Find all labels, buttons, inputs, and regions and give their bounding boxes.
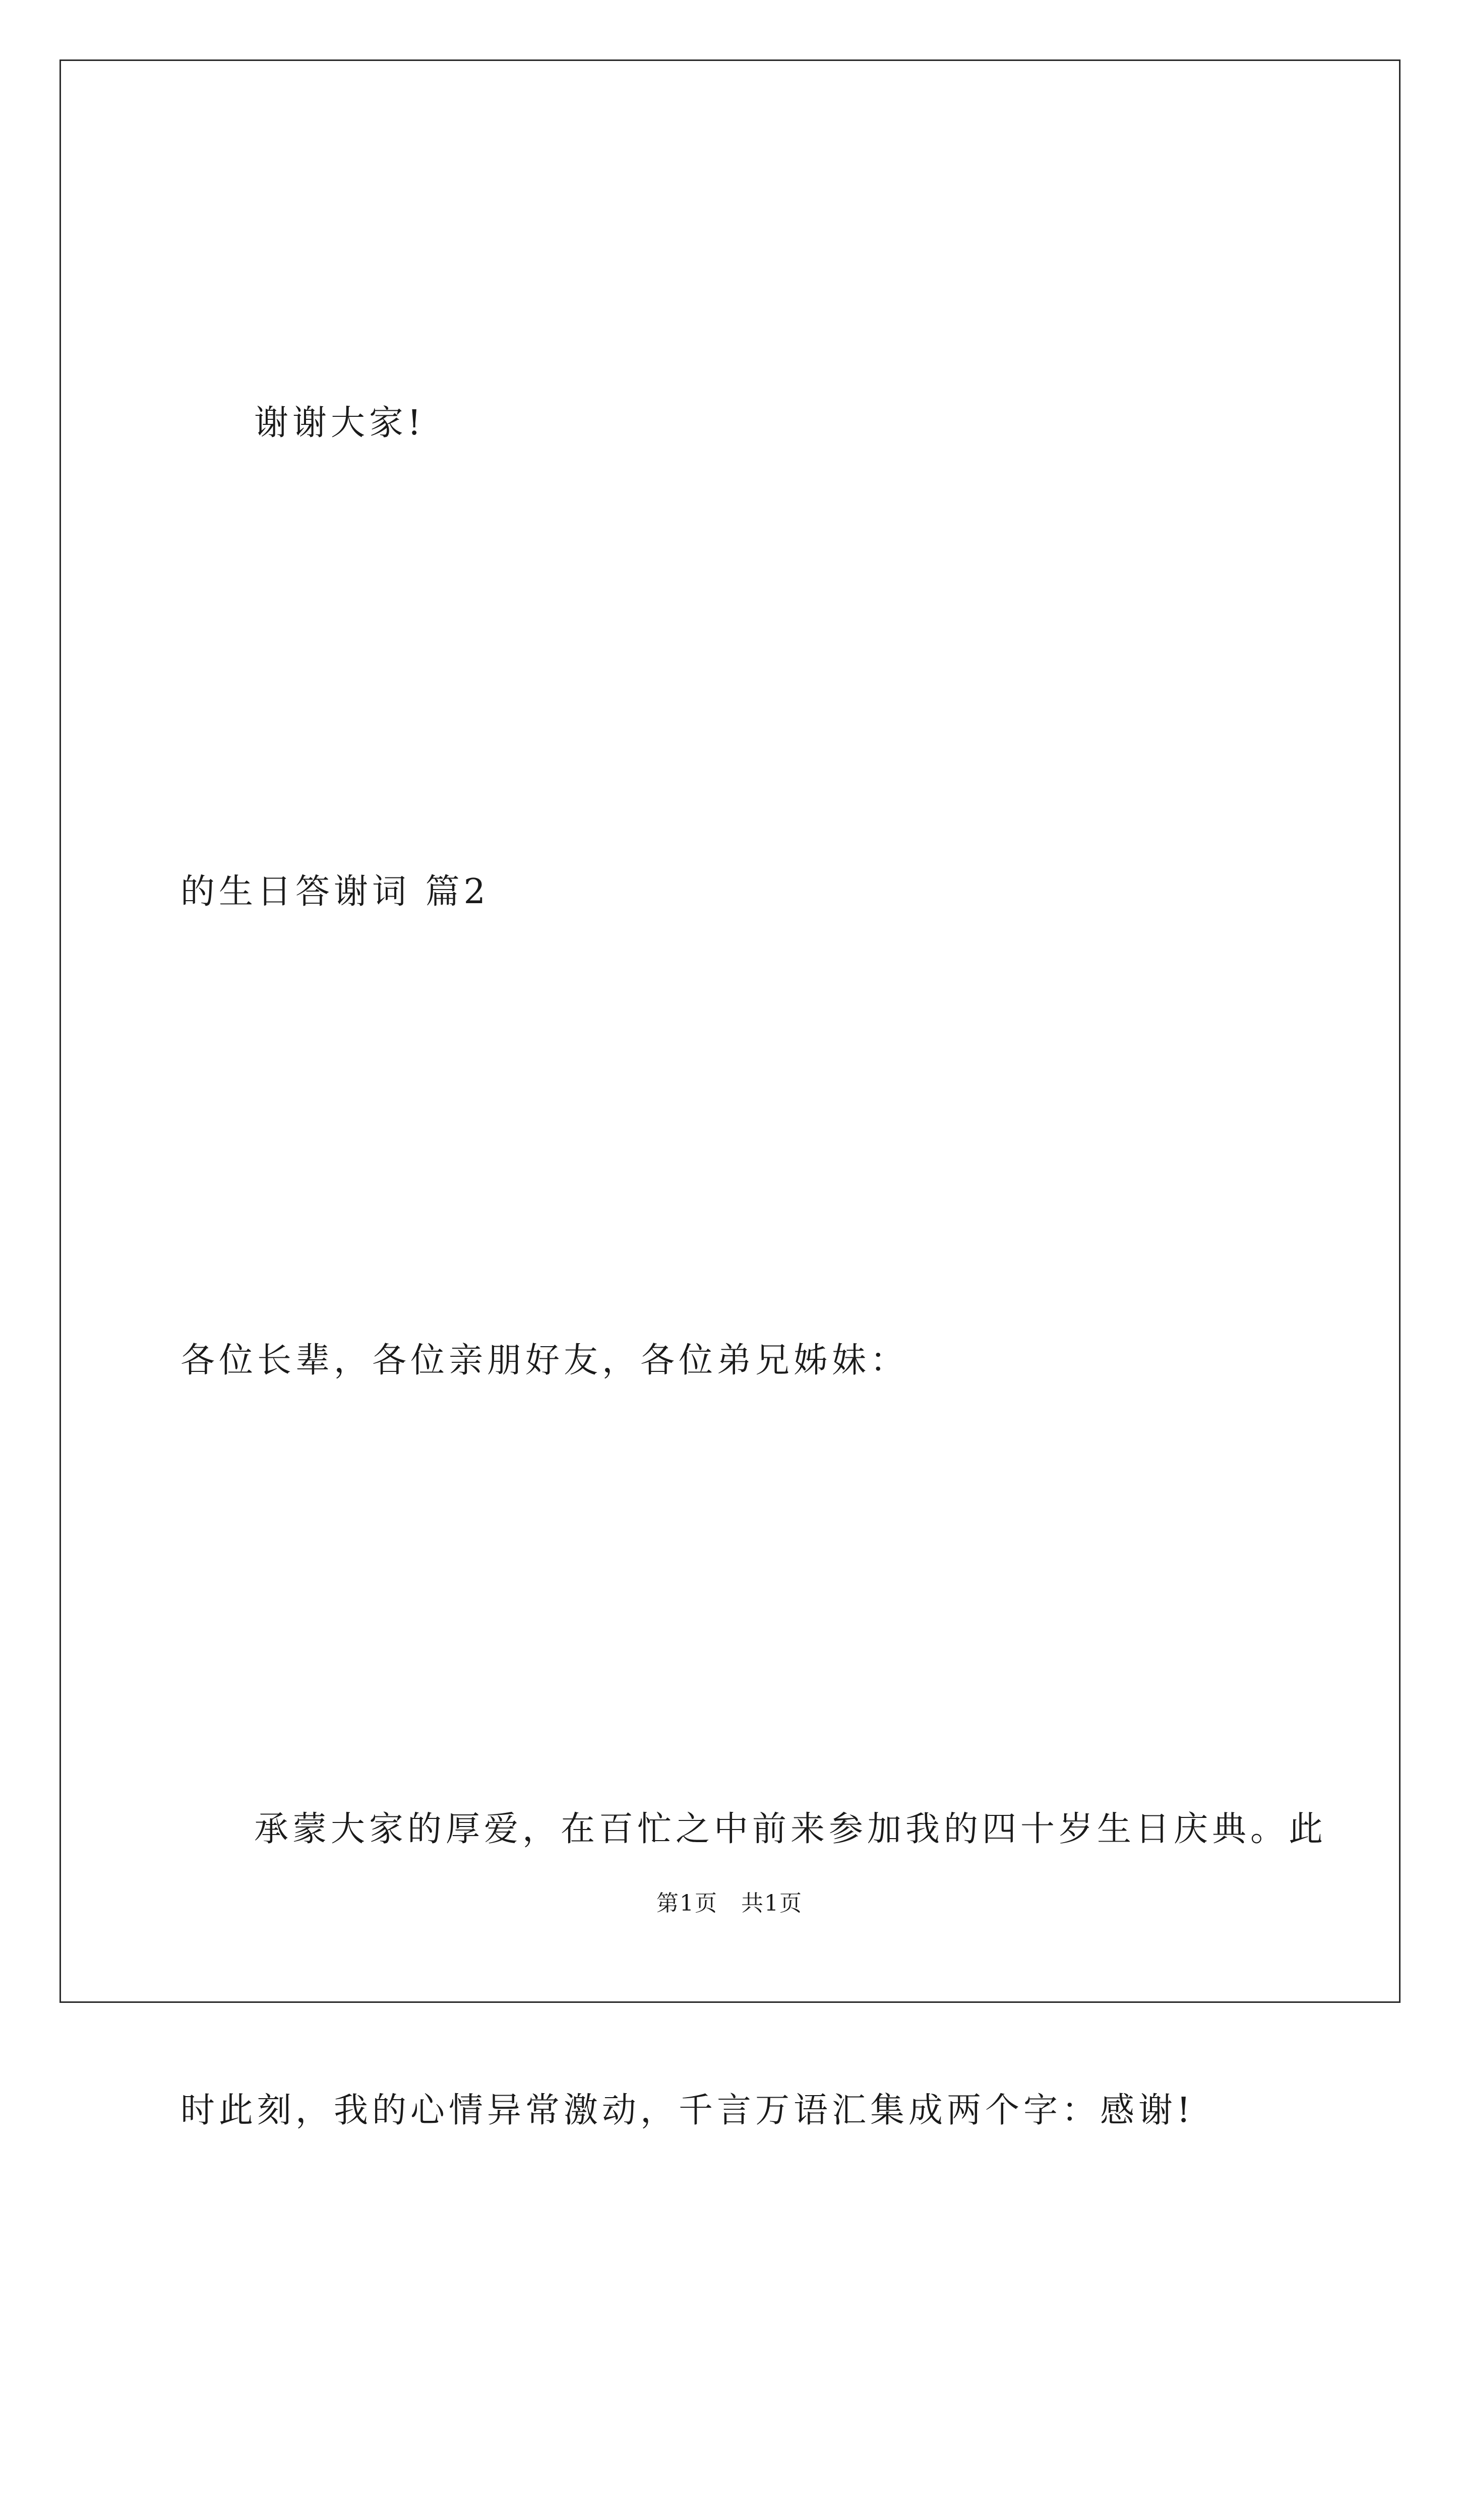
paragraph-gratitude [180,1595,1327,2345]
paragraph-parents [180,2345,1290,2520]
text-line: 各位长辈，各位亲朋好友，各位弟兄姊妹： [180,1341,909,1380]
page-number-label: 第1页 共1页 [656,1891,803,1916]
page-footer [0,1885,1459,1917]
paragraph-closing-thanks [180,189,1290,658]
text-line: 承蒙大家的厚爱，在百忙之中前来参加我的四十岁生日庆典。此 [254,1809,1327,1849]
text-line: 的生日答谢词 篇2 [180,872,490,912]
document-body [180,189,1327,2520]
text-line: 时此刻，我的心情异常激动，千言万语汇集成两个字：感谢! [180,2091,1195,2130]
section-heading [180,658,1290,1126]
text-line: 谢谢大家! [254,403,425,443]
salutation [180,1126,1290,1595]
